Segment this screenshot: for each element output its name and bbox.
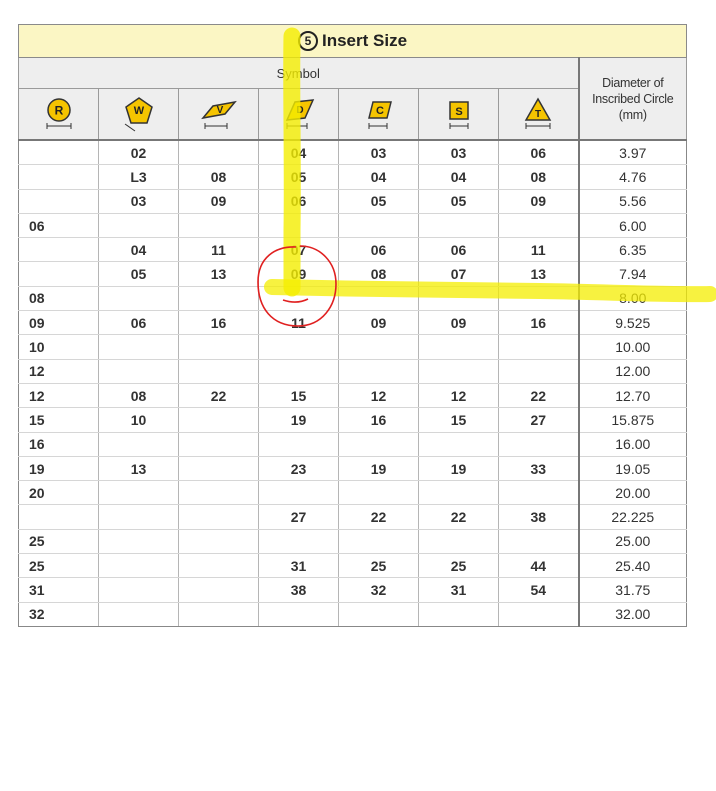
cell-c: 12: [339, 383, 419, 407]
shape-w-icon: [99, 89, 179, 141]
cell-c: [339, 432, 419, 456]
table-row: [19, 189, 687, 213]
cell-diameter: 12.00: [579, 359, 687, 383]
cell-d: 27: [259, 505, 339, 529]
cell-w: [99, 602, 179, 626]
cell-d: [259, 432, 339, 456]
cell-w: [99, 554, 179, 578]
table-row: [19, 602, 687, 626]
table-row: [19, 554, 687, 578]
cell-r: [19, 140, 99, 165]
cell-diameter: 32.00: [579, 602, 687, 626]
cell-r: 25: [19, 554, 99, 578]
cell-t: 16: [499, 311, 579, 335]
cell-diameter: 31.75: [579, 578, 687, 602]
cell-d: 31: [259, 554, 339, 578]
cell-r: 12: [19, 383, 99, 407]
table-row: [19, 408, 687, 432]
cell-v: 08: [179, 165, 259, 189]
cell-s: [419, 213, 499, 237]
cell-d: [259, 335, 339, 359]
cell-t: 54: [499, 578, 579, 602]
cell-s: 07: [419, 262, 499, 286]
table-row: [19, 165, 687, 189]
cell-w: 04: [99, 238, 179, 262]
cell-t: 38: [499, 505, 579, 529]
shape-s-icon: [419, 89, 499, 141]
cell-r: 25: [19, 529, 99, 553]
cell-w: [99, 505, 179, 529]
cell-v: [179, 578, 259, 602]
cell-s: 06: [419, 238, 499, 262]
table-row: [19, 481, 687, 505]
cell-t: [499, 213, 579, 237]
svg-text:V: V: [216, 105, 223, 116]
cell-v: [179, 335, 259, 359]
symbol-header: Symbol: [19, 58, 579, 89]
cell-diameter: 4.76: [579, 165, 687, 189]
section-number-badge: 5: [298, 31, 318, 51]
cell-v: 11: [179, 238, 259, 262]
cell-t: [499, 481, 579, 505]
cell-v: [179, 408, 259, 432]
cell-c: 25: [339, 554, 419, 578]
cell-d: 38: [259, 578, 339, 602]
cell-r: 12: [19, 359, 99, 383]
cell-d: [259, 529, 339, 553]
cell-w: [99, 286, 179, 310]
table-body: [19, 140, 687, 626]
table-row: [19, 140, 687, 165]
cell-r: [19, 238, 99, 262]
diameter-header-line-2: Inscribed Circle: [592, 91, 674, 106]
cell-v: [179, 505, 259, 529]
cell-r: [19, 165, 99, 189]
cell-t: 06: [499, 140, 579, 165]
table-row: [19, 311, 687, 335]
cell-c: [339, 286, 419, 310]
cell-c: 09: [339, 311, 419, 335]
cell-v: [179, 432, 259, 456]
cell-t: 08: [499, 165, 579, 189]
cell-diameter: 10.00: [579, 335, 687, 359]
table-row: [19, 578, 687, 602]
cell-t: 33: [499, 456, 579, 480]
cell-c: [339, 529, 419, 553]
diameter-header-line-1: Diameter of: [602, 75, 664, 90]
cell-r: 15: [19, 408, 99, 432]
cell-r: 06: [19, 213, 99, 237]
cell-v: [179, 554, 259, 578]
cell-t: 44: [499, 554, 579, 578]
shape-d-icon: [259, 89, 339, 141]
cell-c: 19: [339, 456, 419, 480]
cell-diameter: 3.97: [579, 140, 687, 165]
cell-r: 19: [19, 456, 99, 480]
cell-t: [499, 602, 579, 626]
cell-r: 08: [19, 286, 99, 310]
table-row: [19, 359, 687, 383]
cell-c: 05: [339, 189, 419, 213]
cell-w: [99, 481, 179, 505]
cell-w: 02: [99, 140, 179, 165]
insert-size-table-container: [18, 24, 686, 627]
cell-r: [19, 189, 99, 213]
cell-r: 31: [19, 578, 99, 602]
cell-t: [499, 359, 579, 383]
cell-s: [419, 432, 499, 456]
cell-v: [179, 359, 259, 383]
cell-d: 04: [259, 140, 339, 165]
cell-d: 15: [259, 383, 339, 407]
cell-s: 04: [419, 165, 499, 189]
cell-t: 09: [499, 189, 579, 213]
cell-s: 12: [419, 383, 499, 407]
cell-v: [179, 529, 259, 553]
table-row: [19, 505, 687, 529]
cell-r: 10: [19, 335, 99, 359]
cell-d: 05: [259, 165, 339, 189]
cell-r: 32: [19, 602, 99, 626]
cell-c: 06: [339, 238, 419, 262]
cell-s: [419, 529, 499, 553]
cell-w: [99, 578, 179, 602]
table-row: [19, 213, 687, 237]
diameter-header: [579, 58, 687, 141]
cell-v: [179, 481, 259, 505]
cell-v: [179, 140, 259, 165]
cell-w: [99, 432, 179, 456]
cell-s: 19: [419, 456, 499, 480]
cell-c: 22: [339, 505, 419, 529]
cell-d: 09: [259, 262, 339, 286]
cell-c: [339, 481, 419, 505]
cell-d: 23: [259, 456, 339, 480]
cell-c: 32: [339, 578, 419, 602]
cell-w: 05: [99, 262, 179, 286]
cell-w: 08: [99, 383, 179, 407]
table-row: [19, 383, 687, 407]
cell-t: [499, 529, 579, 553]
cell-s: [419, 286, 499, 310]
cell-c: [339, 359, 419, 383]
cell-r: [19, 262, 99, 286]
cell-t: [499, 335, 579, 359]
cell-diameter: 5.56: [579, 189, 687, 213]
table-row: [19, 529, 687, 553]
cell-w: 06: [99, 311, 179, 335]
table-title: [19, 25, 687, 58]
table-row: [19, 456, 687, 480]
svg-text:R: R: [54, 103, 63, 118]
svg-text:C: C: [375, 105, 384, 117]
svg-text:T: T: [535, 109, 542, 120]
cell-v: [179, 286, 259, 310]
cell-t: 13: [499, 262, 579, 286]
cell-s: 09: [419, 311, 499, 335]
cell-d: 11: [259, 311, 339, 335]
cell-c: [339, 335, 419, 359]
cell-diameter: 25.40: [579, 554, 687, 578]
cell-v: [179, 213, 259, 237]
cell-s: [419, 359, 499, 383]
cell-d: 06: [259, 189, 339, 213]
svg-text:D: D: [295, 105, 304, 116]
insert-size-table: [18, 24, 687, 627]
table-row: [19, 286, 687, 310]
cell-c: 08: [339, 262, 419, 286]
cell-diameter: 9.525: [579, 311, 687, 335]
cell-w: 13: [99, 456, 179, 480]
svg-text:S: S: [454, 106, 463, 118]
cell-s: 25: [419, 554, 499, 578]
cell-v: 22: [179, 383, 259, 407]
cell-v: 13: [179, 262, 259, 286]
shape-t-icon: [499, 89, 579, 141]
cell-diameter: 6.00: [579, 213, 687, 237]
shape-v-icon: [179, 89, 259, 141]
cell-d: [259, 481, 339, 505]
cell-c: 04: [339, 165, 419, 189]
cell-v: 16: [179, 311, 259, 335]
cell-s: 31: [419, 578, 499, 602]
cell-w: [99, 359, 179, 383]
cell-diameter: 6.35: [579, 238, 687, 262]
cell-diameter: 12.70: [579, 383, 687, 407]
cell-d: [259, 359, 339, 383]
cell-d: 19: [259, 408, 339, 432]
cell-diameter: 20.00: [579, 481, 687, 505]
cell-v: [179, 602, 259, 626]
svg-text:W: W: [133, 105, 144, 117]
cell-r: 09: [19, 311, 99, 335]
cell-w: L3: [99, 165, 179, 189]
cell-r: 16: [19, 432, 99, 456]
cell-v: 09: [179, 189, 259, 213]
shape-r-icon: [19, 89, 99, 141]
cell-r: 20: [19, 481, 99, 505]
cell-d: 07: [259, 238, 339, 262]
cell-t: [499, 432, 579, 456]
shape-c-icon: [339, 89, 419, 141]
cell-diameter: 19.05: [579, 456, 687, 480]
cell-d: [259, 286, 339, 310]
cell-diameter: 25.00: [579, 529, 687, 553]
cell-t: [499, 286, 579, 310]
cell-w: 10: [99, 408, 179, 432]
cell-w: [99, 529, 179, 553]
cell-s: 22: [419, 505, 499, 529]
cell-s: 05: [419, 189, 499, 213]
cell-s: 03: [419, 140, 499, 165]
cell-w: [99, 335, 179, 359]
cell-w: [99, 213, 179, 237]
cell-diameter: 15.875: [579, 408, 687, 432]
cell-diameter: 22.225: [579, 505, 687, 529]
cell-c: [339, 602, 419, 626]
table-row: [19, 335, 687, 359]
cell-s: [419, 602, 499, 626]
cell-s: [419, 335, 499, 359]
cell-c: 16: [339, 408, 419, 432]
cell-c: 03: [339, 140, 419, 165]
cell-r: [19, 505, 99, 529]
table-row: [19, 262, 687, 286]
cell-w: 03: [99, 189, 179, 213]
cell-d: [259, 213, 339, 237]
cell-s: 15: [419, 408, 499, 432]
table-title-text: Insert Size: [322, 31, 408, 50]
cell-c: [339, 213, 419, 237]
cell-s: [419, 481, 499, 505]
cell-t: 27: [499, 408, 579, 432]
table-row: [19, 238, 687, 262]
cell-diameter: 8.00: [579, 286, 687, 310]
cell-diameter: 16.00: [579, 432, 687, 456]
cell-t: 22: [499, 383, 579, 407]
diameter-header-line-3: (mm): [618, 107, 647, 122]
cell-diameter: 7.94: [579, 262, 687, 286]
cell-t: 11: [499, 238, 579, 262]
cell-v: [179, 456, 259, 480]
table-row: [19, 432, 687, 456]
cell-d: [259, 602, 339, 626]
